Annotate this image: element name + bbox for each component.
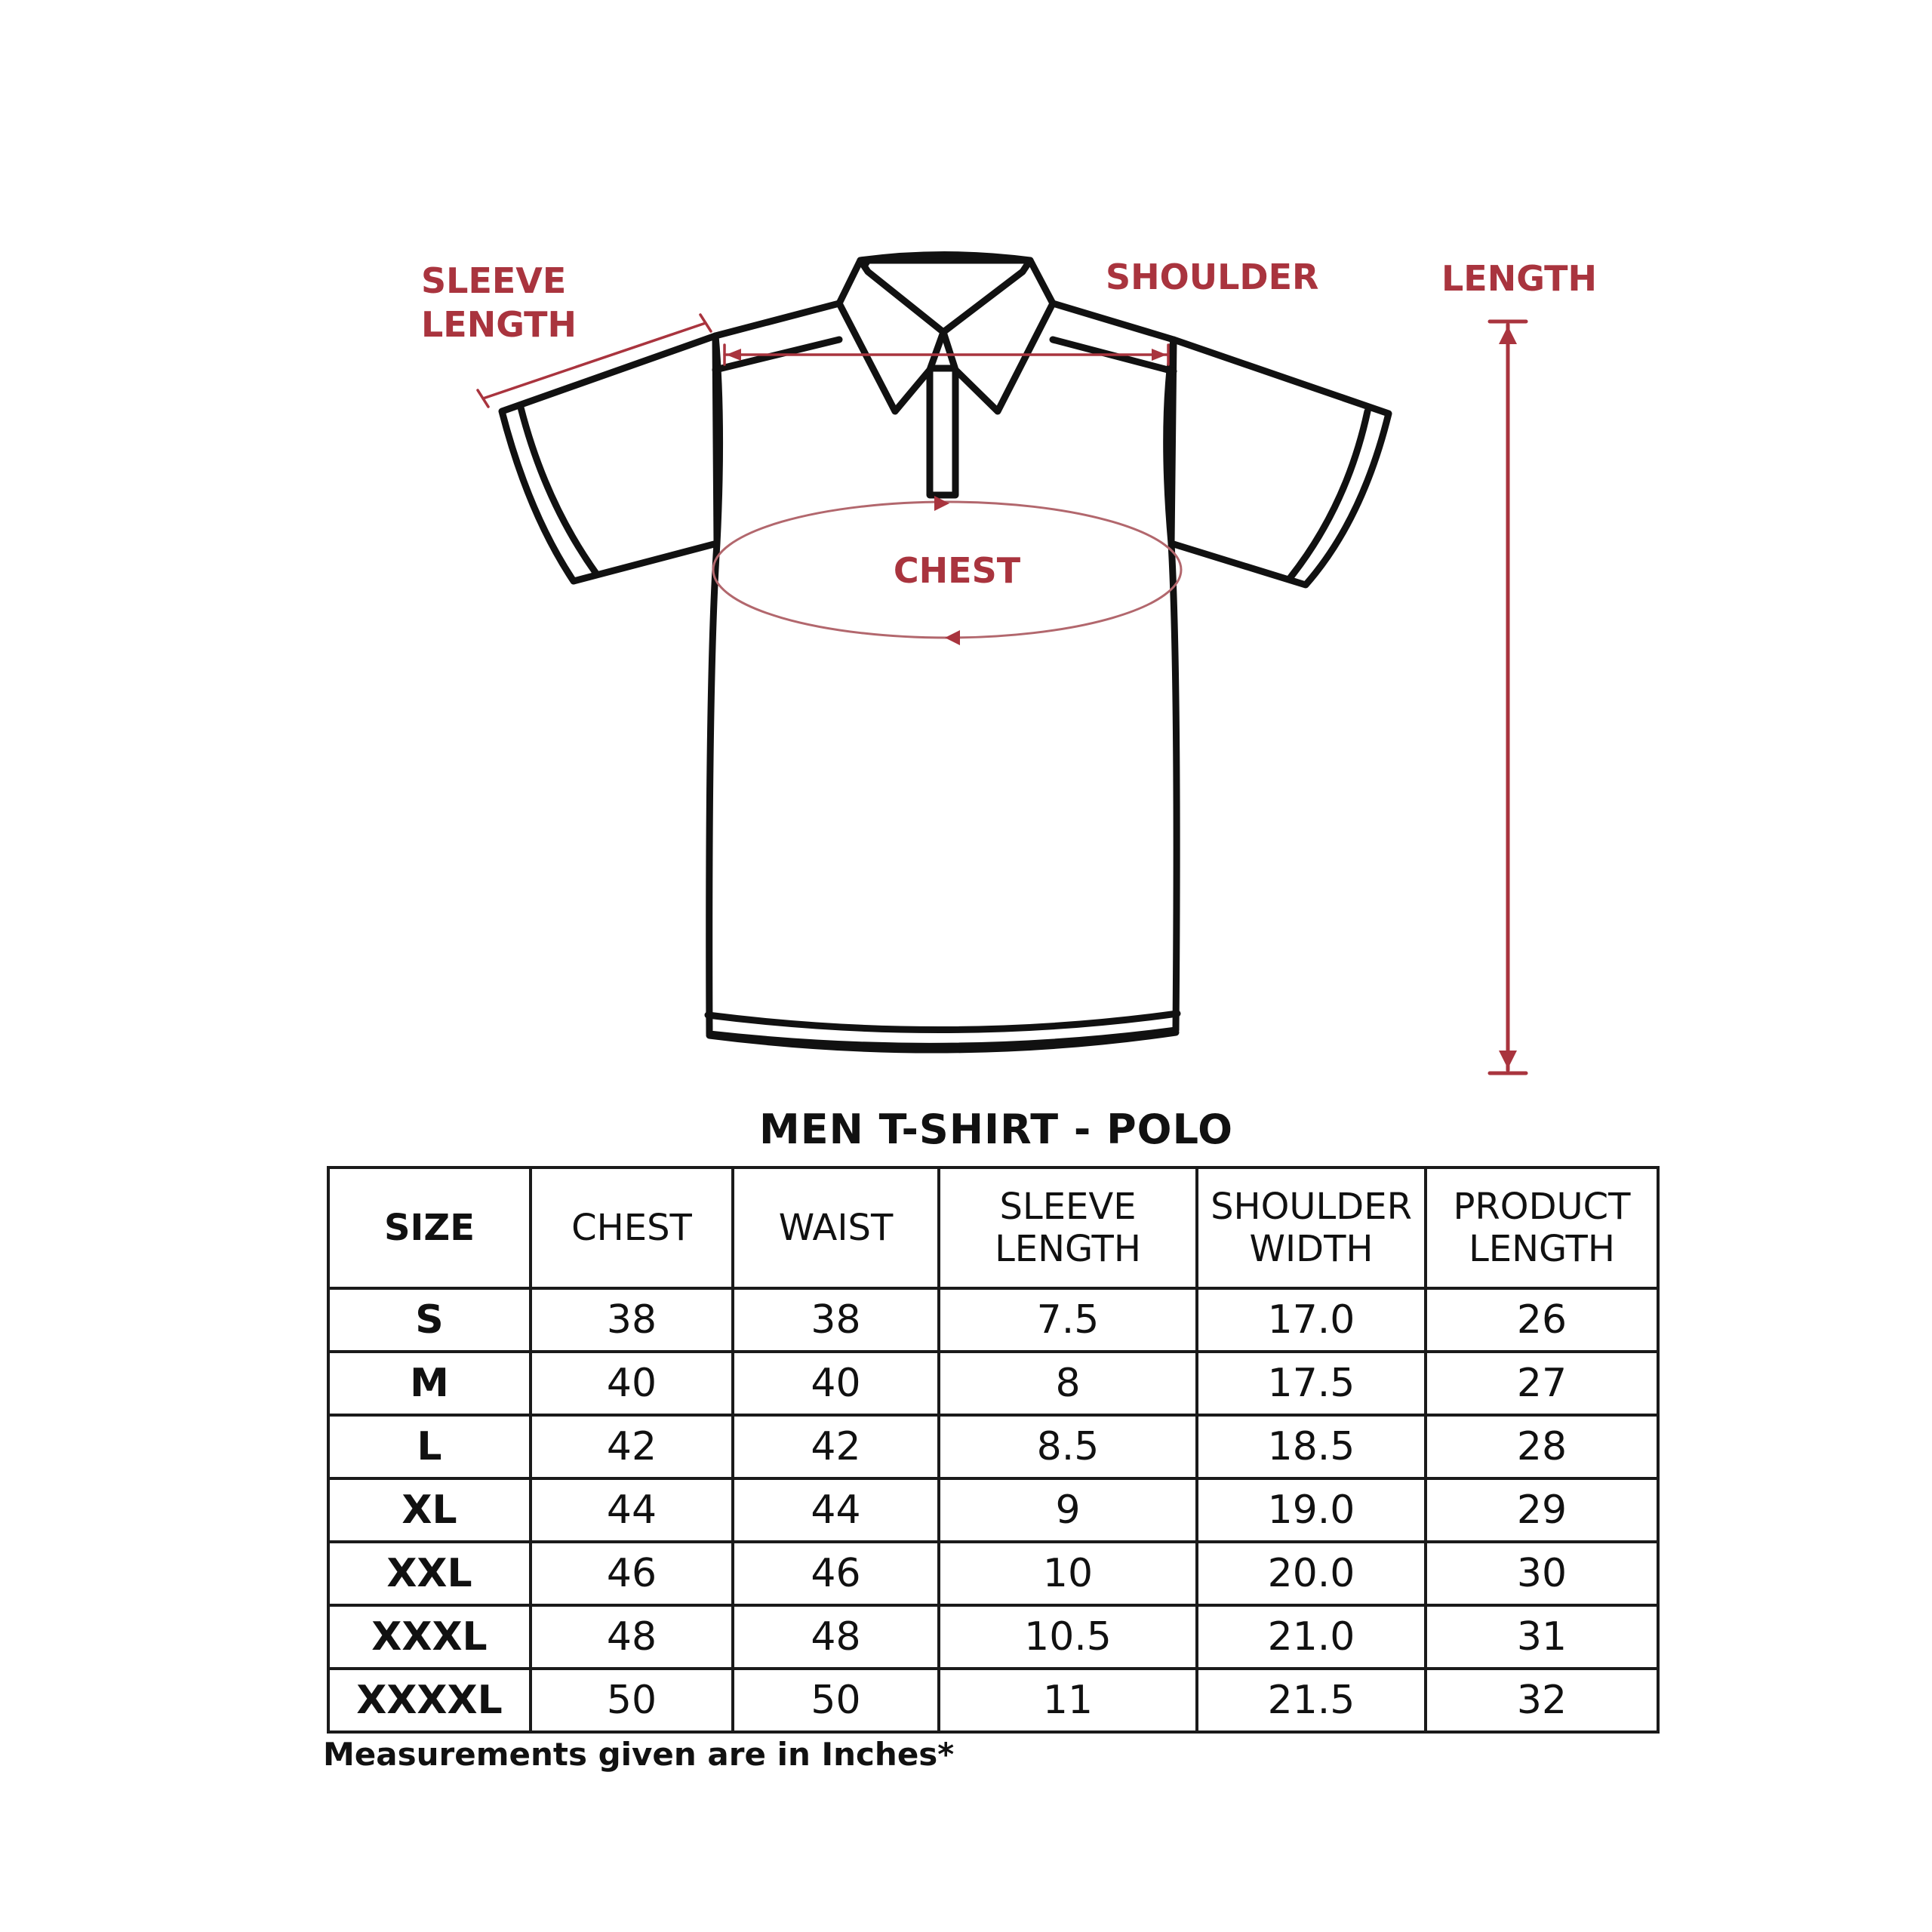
measurement-cell: 17.0 (1197, 1288, 1426, 1352)
measurement-cell: 42 (531, 1415, 733, 1478)
measurement-cell: 18.5 (1197, 1415, 1426, 1478)
measurement-cell: 50 (531, 1669, 733, 1732)
column-header (1426, 1168, 1658, 1288)
measurement-cell: 46 (733, 1542, 939, 1605)
measurement-cell: 44 (733, 1478, 939, 1542)
sleeve-length-label-line2: LENGTH (421, 304, 577, 345)
measurement-cell: 48 (531, 1605, 733, 1669)
measurement-cell: 21.5 (1197, 1669, 1426, 1732)
column-header-text: LENGTH (995, 1228, 1141, 1270)
size-chart-title: MEN T-SHIRT - POLO (759, 1106, 1233, 1153)
measurement-cell: 7.5 (939, 1288, 1197, 1352)
table-row (328, 1415, 1658, 1478)
size-cell: XXXL (328, 1605, 531, 1669)
measurement-cell: 8 (939, 1352, 1197, 1415)
length-arrowhead-bottom (1499, 1051, 1517, 1069)
measurement-cell: 40 (733, 1352, 939, 1415)
measurement-cell: 44 (531, 1478, 733, 1542)
size-cell: S (328, 1288, 531, 1352)
polo-shirt-outline (502, 255, 1389, 1051)
table-row (328, 1352, 1658, 1415)
column-header (328, 1168, 531, 1288)
measurement-cell: 8.5 (939, 1415, 1197, 1478)
measurement-cell: 31 (1426, 1605, 1658, 1669)
measurement-cell: 48 (733, 1605, 939, 1669)
measurement-cell: 32 (1426, 1669, 1658, 1732)
length-arrowhead-top (1499, 326, 1517, 344)
column-header-text: PRODUCT (1453, 1186, 1631, 1228)
column-header (1197, 1168, 1426, 1288)
length-label: LENGTH (1441, 258, 1598, 299)
column-header (531, 1168, 733, 1288)
column-header-text: SIZE (383, 1207, 475, 1249)
table-row (328, 1605, 1658, 1669)
measurement-cell: 42 (733, 1415, 939, 1478)
column-header-text: WAIST (778, 1207, 894, 1249)
size-cell: XXXXL (328, 1669, 531, 1732)
size-cell: XXL (328, 1542, 531, 1605)
measurement-cell: 46 (531, 1542, 733, 1605)
measurement-cell: 38 (531, 1288, 733, 1352)
measurement-cell: 9 (939, 1478, 1197, 1542)
measurement-cell: 17.5 (1197, 1352, 1426, 1415)
measurement-cell: 19.0 (1197, 1478, 1426, 1542)
measurement-cell: 27 (1426, 1352, 1658, 1415)
measurement-cell: 38 (733, 1288, 939, 1352)
chest-label: CHEST (893, 550, 1021, 591)
column-header (939, 1168, 1197, 1288)
size-chart-table (327, 1166, 1660, 1734)
column-header-text: CHEST (571, 1207, 692, 1249)
measurement-cell: 40 (531, 1352, 733, 1415)
sleeve-length-label-line1: SLEEVE (421, 260, 567, 301)
table-row (328, 1542, 1658, 1605)
measurement-cell: 29 (1426, 1478, 1658, 1542)
column-header-text: SHOULDER (1211, 1186, 1412, 1228)
placket (930, 368, 955, 495)
measurement-cell: 10 (939, 1542, 1197, 1605)
table-header-row (328, 1168, 1658, 1288)
size-cell: L (328, 1415, 531, 1478)
measurement-cell: 21.0 (1197, 1605, 1426, 1669)
measurement-cell: 26 (1426, 1288, 1658, 1352)
size-cell: XL (328, 1478, 531, 1542)
size-cell: M (328, 1352, 531, 1415)
table-row (328, 1288, 1658, 1352)
measurement-cell: 11 (939, 1669, 1197, 1732)
measurement-cell: 50 (733, 1669, 939, 1732)
measurement-footnote: Measurements given are in Inches* (323, 1736, 955, 1773)
measurement-cell: 30 (1426, 1542, 1658, 1605)
measurement-cell: 10.5 (939, 1605, 1197, 1669)
table-body (328, 1288, 1658, 1732)
column-header-text: SLEEVE (999, 1186, 1137, 1228)
column-header (733, 1168, 939, 1288)
table-row (328, 1669, 1658, 1732)
measurement-cell: 20.0 (1197, 1542, 1426, 1605)
shoulder-label: SHOULDER (1106, 257, 1319, 297)
column-header-text: WIDTH (1249, 1228, 1374, 1270)
measurement-cell: 28 (1426, 1415, 1658, 1478)
column-header-text: LENGTH (1469, 1228, 1615, 1270)
table-row (328, 1478, 1658, 1542)
